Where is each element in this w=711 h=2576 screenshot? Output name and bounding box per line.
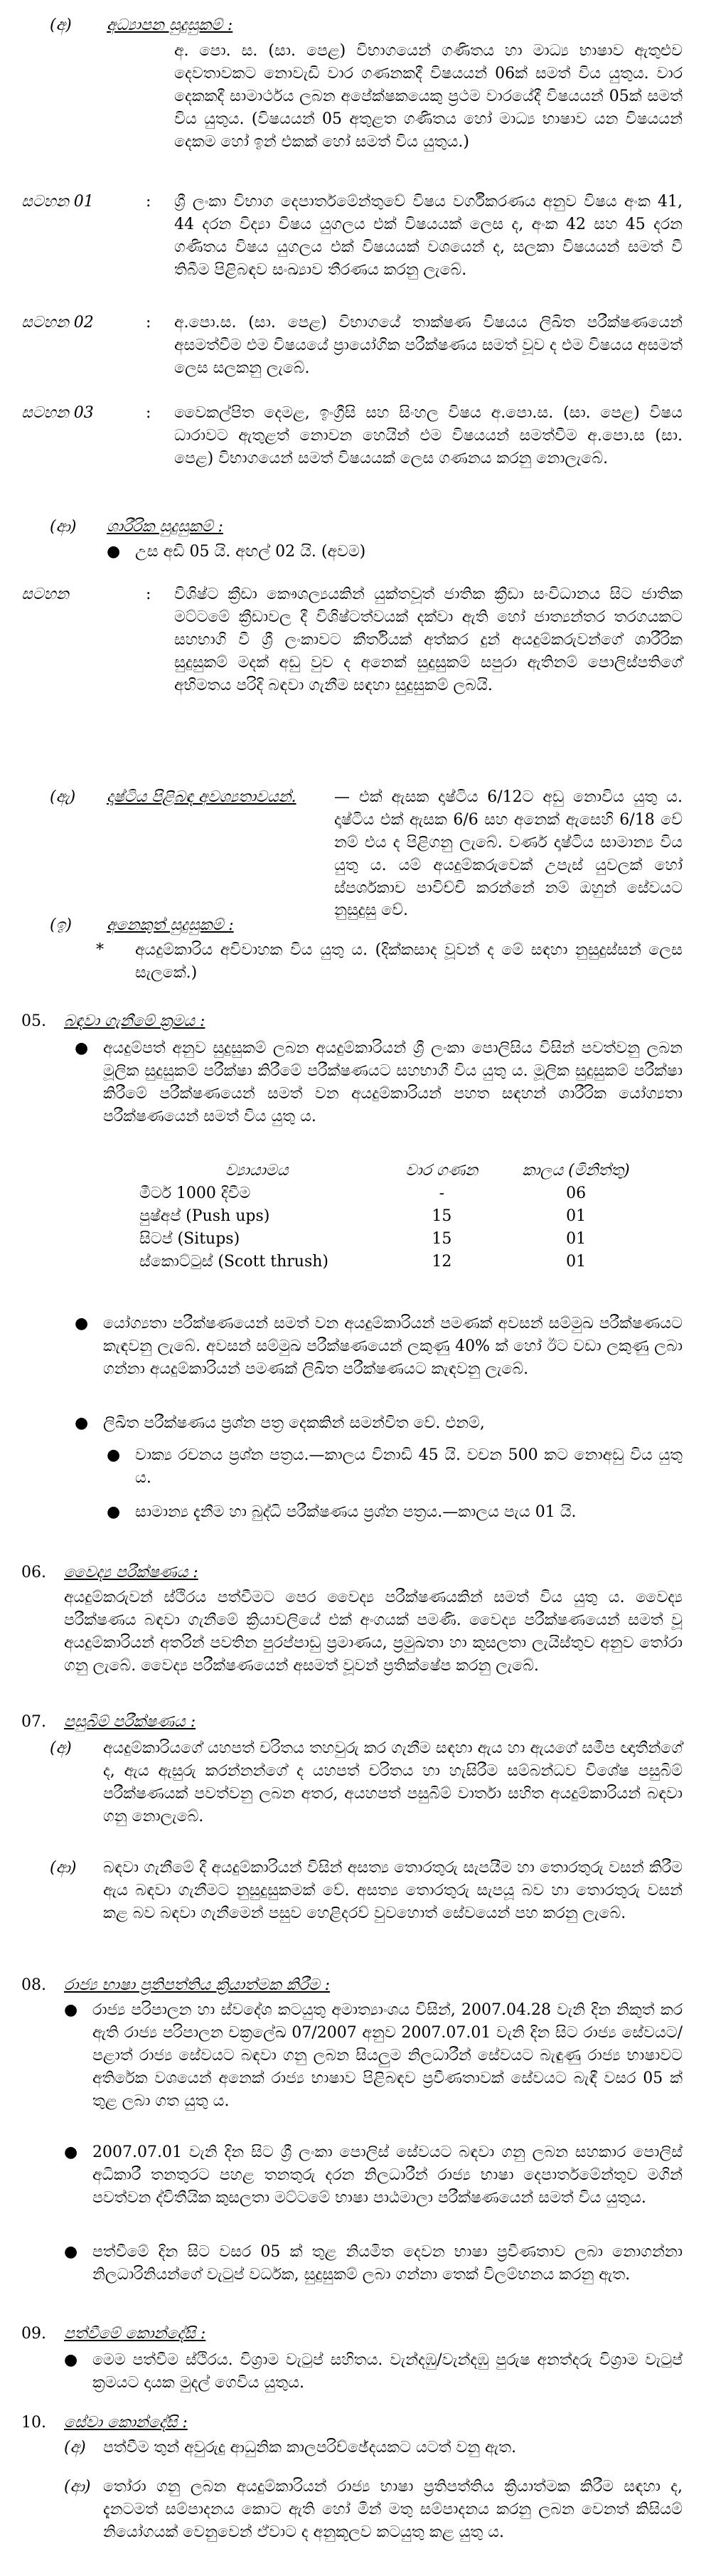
bullet-icon: ● — [64, 2143, 78, 2161]
c-vision-text: — එක් ඇසක දෘෂ්ටිය 6/12ට අඩු නොවිය යුතු ය. දෘෂ්ටිය එක් ඇසක 6/6 සහ අනෙක් ඇසෙහි 6/18 වේ නම් එය ද පිළිගනු ලැබේ. වර්ණ දෘෂ්ටිය සාමාන්‍ය විය යුතු ය. යම් අයදුම්කරුවෙක් උපැස් යුවලක් හෝ ස්පර්ශකාච පාවිච්චි කරන්නේ නම් ඔහුන් සේවයට නුසුදුසු වේ. — [334, 788, 683, 920]
section-07-marker-a: (අ) — [50, 1739, 72, 1757]
note-01-label: සටහන 01 — [21, 193, 94, 211]
section-10-heading: සේවා කොන්දේසි : — [64, 2414, 188, 2432]
b-phys-heading: ශාරීරික සුදුසුකම් : — [107, 518, 223, 536]
bullet-icon: ● — [75, 1039, 89, 1057]
section-08-b1: රාජ්‍ය පරිපාලන හා ස්වදේශ කටයුතු අමාත්‍යාංශය විසින්, 2007.04.28 වැනි දින නිකුත් කර ඇති රාජ්‍ය පරිපාලන චක්‍රලේඛ 07/2007 අනුව 2007.07.01 වැනි දින සිට රාජ්‍ය සේවයට/පළාත් රාජ්‍ය සේවයට බඳවා ගනු ලබන සියලුම නිලධාරීන් සේවයට බැඳුණු රාජ්‍ය භාෂාවට අතිරේක වශයෙන් අනෙක් රාජ්‍ය භාෂාව පිළිබඳව ප්‍රවීණතාවක් සේවයට බැඳී වසර 05 ක් තුළ ලබා ගත යුතු ය. — [92, 2001, 683, 2110]
bullet-icon: ● — [75, 1315, 89, 1332]
b-phys-marker: (ආ) — [50, 518, 77, 536]
bullet-icon: ● — [64, 2001, 78, 2019]
section-05-p4: වාක්‍ය රචනය ප්‍රශ්න පත්‍රය.—කාලය විනාඩි 45 යි. වචන 500 කට නොඅඩු විය යුතු ය. — [135, 1446, 683, 1487]
d-other-marker: (ඉ) — [50, 916, 72, 934]
section-05-p5: සාමාන්‍ය දැනීම හා බුද්ධි පරීක්ෂණය ප්‍රශ්න පත්‍රය.—කාලය පැය 01 යි. — [135, 1503, 577, 1521]
table-row — [135, 1205, 647, 1228]
table-header-row — [135, 1160, 647, 1182]
note-sports-text: විශිෂ්ට ක්‍රීඩා කෞශල්‍යයකින් යුක්තවූත් ජාතික ක්‍රීඩා සංවිධානය සිට ජාතික මට්ටමේ ක්‍රීඩාවල දී විශිෂ්ටත්වයක් දක්වා ඇති හෝ ජාත්‍යන්තර තරගයකට සහභාගි වී ශ්‍රී ලංකාවට කීර්තියක් අත්කර දුන් අයදුම්කරුවන්ගේ ශාරීරික සුදුසුකම් මදක් අඩු වුව ද අනෙක් සුදුසුකම් සපුරා ඇතිනම් පොලිස්පතිගේ අභිමතය පරිදි බඳවා ගැනීම සඳහා සුදුසුකම් ලබයි. — [174, 585, 683, 694]
bullet-icon: ● — [107, 543, 121, 561]
section-07-marker-b: (ආ) — [50, 1859, 77, 1877]
section-10-text-b: තෝරා ගනු ලබන අයදුම්කාරියන් රාජ්‍ය භාෂා ප්‍රතිපත්තිය ක්‍රියාත්මක කිරීම සඳහා ද, දැනටමත් සම්පාදනය කොට ඇති හෝ මින් මතු සම්පාදනය කරනු ලබන වෙනත් කිසියම් නියෝගයක් වෙනුවෙන් ඒවාට ද අනුකූලව කටයුතු කළ යුතු ය. — [103, 2478, 683, 2541]
section-06-text: අයදුම්කරුවන් ස්ථිරය පත්වීමට පෙර වෛද්‍ය පරීක්ෂණයකින් සමත් විය යුතු ය. වෛද්‍ය පරීක්ෂණය බඳවා ගැනීමේ ක්‍රියාවලියේ එක් අංගයක් පමණි. වෛද්‍ය පරීක්ෂණයෙන් සමත් වූ අයදුම්කාරියන් අතරින් පවතින පුරප්පාඩු ප්‍රමාණය, ප්‍රමුඛතා හා කුසලතා ලැයිස්තුව අනුව තෝරා ගනු ලැබේ. වෛද්‍ය පරීක්ෂණයෙන් අසමත් වූවන් ප්‍රතික්ෂේප කරනු ලැබේ. — [64, 1589, 683, 1675]
section-08-b2: 2007.07.01 වැනි දින සිට ශ්‍රී ලංකා පොලිස් සේවයට බඳවා ගනු ලබන සහකාර පොලිස් අධිකාරී තනතුරට පහළ තනතුරු දරන නිලධාරීන් රාජ්‍ය භාෂා දෙපාර්තමේන්තුව මගින් පවත්වන ද්විතීයික කුසලතා මට්ටමේ භාෂා පාඨමාලා පරීක්ෂණයෙන් සමත් විය යුතුය. — [92, 2143, 683, 2207]
table-cell: 12 — [432, 1252, 452, 1271]
asterisk-icon: * — [96, 941, 104, 959]
c-vision-heading: දෘෂ්ටිය පිළිබඳ අවශ්‍යතාවයන්. — [107, 788, 296, 806]
table-cell: 15 — [432, 1229, 452, 1248]
section-06-number: 06. — [21, 1564, 46, 1581]
note-01-text: ශ්‍රී ලංකා විභාග දෙපාර්තමේන්තුවේ විෂය වර්ගීකරණය අනුව විෂය අංක 41, 44 දරන විද්‍යා විෂය යුගලය එක් විෂයයක් ලෙස ද, අංක 42 සහ 45 දරන ගණිතය විෂය යුගලය එක් විෂයයක් වශයෙන් ද, සලකා විෂයයන් සමත් වී තිබීම පිළිබඳව සංඛ්‍යාව තීරණය කරනු ලැබේ. — [174, 193, 683, 279]
b-phys-item: උස අඩි 05 යි. අඟල් 02 යි. (අවම) — [135, 543, 366, 561]
a-edu-marker: (අ) — [50, 16, 72, 34]
table-cell: 15 — [432, 1207, 452, 1225]
table-row — [135, 1182, 647, 1205]
section-07-text-a: අයදුම්කාරියගේ යහපත් චරිතය තහවුරු කර ගැනීම සඳහා ඇය හා ඇයගේ සමීප ඥාතීන්ගේ ද, ඇය ඇසුරු කරන්නන්ගේ ද යහපත් චරිතය හා හැසිරීම සම්බන්ධව විශේෂ පසුබිම් පරීක්ෂණයක් පවත්වනු ලබන අතර, අයහපත් පසුබිම් වාර්තා සහිත අයදුම්කාරියන් බඳවා ගනු නොලැබේ. — [103, 1739, 683, 1825]
bullet-icon: ● — [75, 1414, 89, 1432]
table-row — [135, 1251, 647, 1273]
bullet-icon: ● — [64, 2243, 78, 2261]
c-vision-marker: (ඇ) — [50, 788, 76, 806]
section-09-heading: පත්වීමේ කොන්දේසි : — [64, 2325, 206, 2343]
section-05-number: 05. — [21, 1012, 46, 1030]
table-cell: 01 — [566, 1252, 587, 1271]
note-sports-colon: : — [146, 585, 151, 603]
section-10-number: 10. — [21, 2414, 46, 2432]
section-05-heading: බඳවා ගැනීමේ ක්‍රමය : — [64, 1012, 205, 1030]
section-07-number: 07. — [21, 1713, 46, 1731]
table-header: කාලය (මිනිත්තු) — [522, 1162, 630, 1180]
section-09-text: මෙම පත්වීම ස්ථිරය. විශ්‍රාම වැටුප් සහිතය. වැන්දඹු/වැන්දඹු පුරුෂ අනත්දරු විශ්‍රාම වැටුප් ක්‍රමයට දායක මුදල් ගෙවිය යුතුය. — [92, 2351, 683, 2392]
table-cell: 06 — [566, 1184, 587, 1202]
section-10-marker-b: (ආ) — [64, 2478, 91, 2496]
section-10-marker-a: (අ) — [64, 2439, 86, 2456]
table-cell: සිටප් (Situps) — [139, 1229, 240, 1248]
note-02-colon: : — [146, 314, 151, 332]
section-08-b3: පත්වීමේ දින සිට වසර 05 ක් තුළ නියමිත දෙවන භාෂා ප්‍රවීණතාව ලබා නොගන්නා නිලධාරිනියන්ගේ වැටුප් වර්ධක, සුදුසුකම් ලබා ගන්නා තෙක් විලම්භනය කරනු ඇත. — [92, 2243, 683, 2284]
section-08-number: 08. — [21, 1976, 46, 1994]
a-edu-heading: අධ්‍යාපන සුදුසුකම් : — [107, 16, 233, 34]
table-header: ව්‍යායාමය — [225, 1162, 289, 1180]
note-03-label: සටහන 03 — [21, 404, 94, 422]
d-other-heading: අනෙකුත් සුදුසුකම් : — [107, 916, 234, 934]
section-07-heading: පසුබිම් පරීක්ෂණය : — [64, 1713, 196, 1731]
note-03-colon: : — [146, 404, 151, 422]
table-cell: මීටර් 1000 දිවීම — [139, 1184, 251, 1202]
table-row — [135, 1228, 647, 1251]
section-09-number: 09. — [21, 2325, 46, 2343]
note-03-text: වෛකල්පිත දෙමළ, ඉංග්‍රීසි සහ සිංහල විෂය අ.පො.ස. (සා. පෙළ) විෂය ධාරාවට ඇතුළත් නොවන හෙයින් එම විෂයයන් සමත්වීම අ.පො.ස (සා. පෙළ) විභාගයෙන් සමත් විෂයයක් ලෙස ගණනය කරනු නොලැබේ. — [174, 404, 683, 467]
table-cell: පුෂ්අප් (Push ups) — [139, 1207, 270, 1225]
section-07-text-b: බඳවා ගැනීමේ දී අයදුම්කාරියන් විසින් අසත්‍ය තොරතුරු සැපයීම හා තොරතුරු වසන් කිරීම ඇය බඳවා ගැනීමට නුසුදුසුකමක් වේ. අසත්‍ය තොරතුරු සැපයූ බව හා තොරතුරු වසන් කළ බව බඳවා ගැනීමෙන් පසුව හෙළිදරව් වුවහොත් සේවයෙන් පහ කරනු ලැබේ. — [103, 1859, 683, 1922]
note-sports-label: සටහන — [21, 585, 69, 603]
table-cell: 01 — [566, 1229, 587, 1248]
section-05-p3: ලිඛිත පරීක්ෂණය ප්‍රශ්න පත්‍ර දෙකකින් සමන්විත වේ. එනම්, — [103, 1414, 485, 1432]
table-cell: 01 — [566, 1207, 587, 1225]
section-05-p2: යෝග්‍යතා පරීක්ෂණයෙන් සමත් වන අයදුම්කාරියන් පමණක් අවසන් සම්මුඛ පරීක්ෂණයට කැඳවනු ලැබේ. අවසන් සම්මුඛ පරීක්ෂණයෙන් ලකුණු 40% ක් හෝ ඊට වඩා ලකුණු ලබා ගන්නා අයදුම්කාරියන් පමණක් ලිඛිත පරීක්ෂණයට කැඳවනු ලැබේ. — [103, 1315, 683, 1378]
fitness-table — [135, 1160, 647, 1273]
note-02-text: අ.පො.ස. (සා. පෙළ) විභාගයේ තාක්ෂණ විෂයය ලිඛිත පරීක්ෂණයෙන් අසමත්වීම එම විෂයයේ ප්‍රායෝගික පරීක්ෂණය සමත් වූව ද එම විෂයය අසමත් ලෙස සලකනු ලැබේ. — [174, 314, 683, 377]
table-header: වාර ගණන — [405, 1162, 479, 1180]
section-08-heading: රාජ්‍ය භාෂා ප්‍රතිපත්තිය ක්‍රියාත්මක කිරීම : — [64, 1976, 331, 1994]
bullet-icon: ● — [107, 1446, 121, 1464]
bullet-icon: ● — [64, 2351, 78, 2369]
section-06-heading: වෛද්‍ය පරීක්ෂණය : — [64, 1564, 198, 1581]
bullet-icon: ● — [107, 1503, 121, 1521]
note-01-colon: : — [146, 193, 151, 211]
section-10-text-a: පත්වීම තුන් අවුරුදු ආධුනික කාලපරිච්ඡේදයකට යටත් වනු ඇත. — [103, 2439, 517, 2456]
d-other-text: අයදුම්කාරිය අවිවාහක විය යුතු ය. (දික්කසාද වූවන් ද මේ සඳහා නුසුදුස්සන් ලෙස සැලකේ.) — [135, 941, 683, 982]
table-cell: - — [439, 1184, 445, 1202]
a-edu-text: අ. පො. ස. (සා. පෙළ) විභාගයෙන් ගණිතය හා මාධ්‍ය භාෂාව ඇතුළුව දෙවතාවකට නොවැඩි වාර ගණනකදී විෂයයන් 06ක් සමත් විය යුතුය. වාර දෙකකදී සාමාර්ථය ලබන අපේක්ෂකයෙකු ප්‍රථම වාරයේදී විෂයයන් 05ක් සමත් විය යුතුය. (විෂයයන් 05 අතුළත ගණිතය හෝ මාධ්‍ය භාෂාව යන විෂයයන් දෙකම හෝ ඉන් එකක් හෝ සමත් විය යුතුය.) — [174, 42, 683, 151]
section-05-p1: අයදුම්පත් අනුව සුදුසුකම් ලබන අයදුම්කාරියන් ශ්‍රී ලංකා පොලිසිය විසින් පවත්වනු ලබන මූලික සුදුසුකම් පරීක්ෂා කිරීමේ පරීක්ෂණයට සහභාගී විය යුතු ය. මූලික සුදුසුකම් පරීක්ෂා කිරීමේ පරීක්ෂණයෙන් සමත් වන අයදුම්කාරියන් පහත සඳහන් ශාරීරික යෝග්‍යතා පරීක්ෂණයෙන් සමත් විය යුතු ය. — [103, 1039, 683, 1125]
table-cell: ස්කොට්ටුස් (Scott thrush) — [139, 1252, 328, 1271]
note-02-label: සටහන 02 — [21, 314, 94, 332]
